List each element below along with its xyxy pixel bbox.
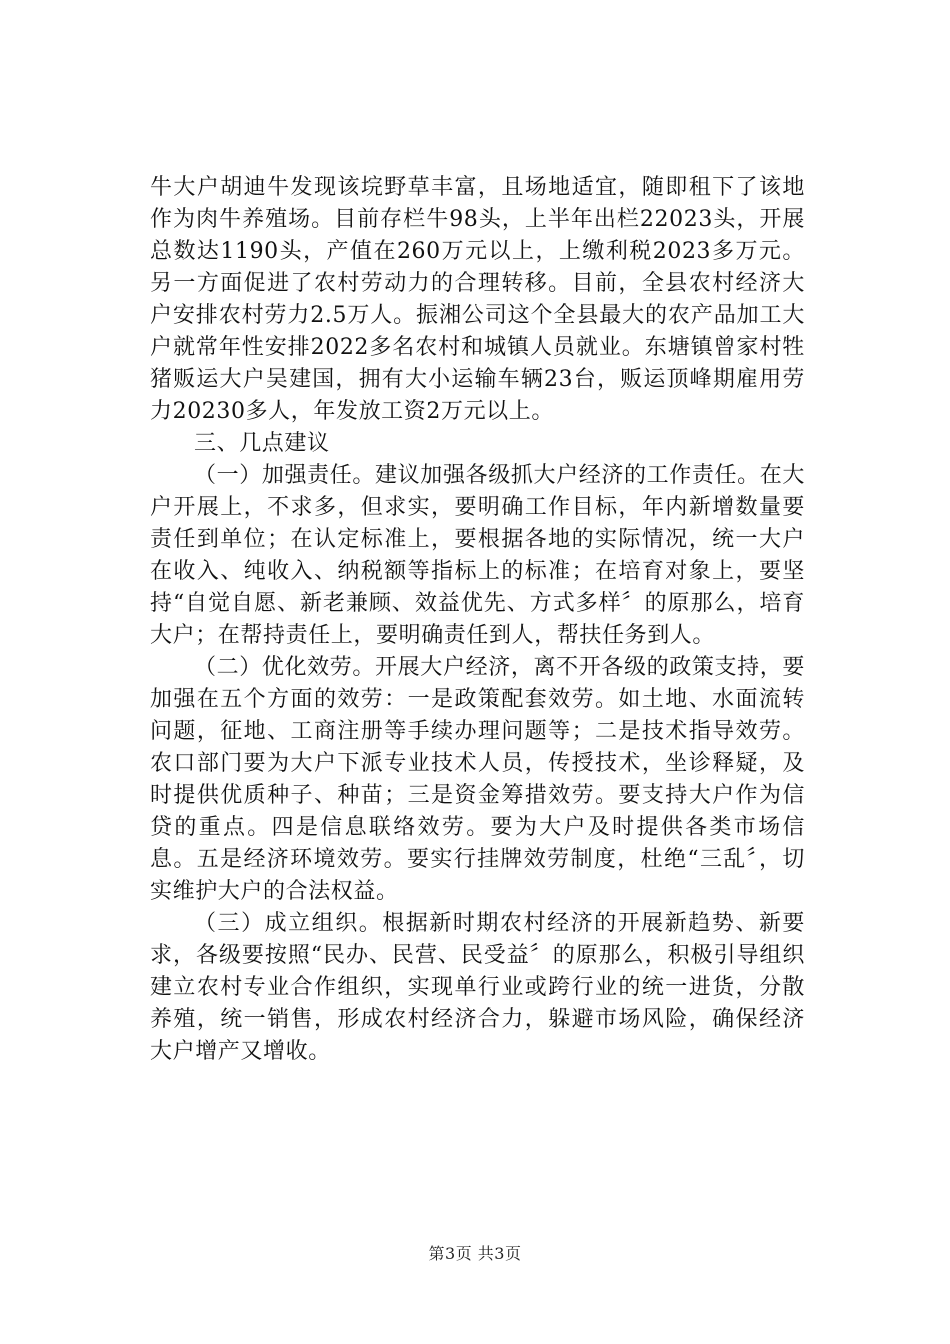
paragraph-optimize-service: （二）优化效劳。开展大户经济，离不开各级的政策支持，要加强在五个方面的效劳：一是政策配套效劳。如土地、水面流转问题，征地、工商注册等手续办理问题等；二是技术指导效劳。农口部门要为大户下派专业技术人员，传授技术，坐诊释疑，及时提供优质种子、种苗；三是资金筹措效劳。要支持大户作为信贷的重点。四是信息联络效劳。要为大户及时提供各类市场信息。五是经济环境效劳。要实行挂牌效劳制度，杜绝“三乱〞，切实维护大户的合法权益。 <box>150 655 805 904</box>
paragraph-strengthen-responsibility: （一）加强责任。建议加强各级抓大户经济的工作责任。在大户开展上，不求多，但求实，要明确工作目标，年内新增数量要责任到单位；在认定标准上，要根据各地的实际情况，统一大户在收入、纯收入、纳税额等指标上的标准；在培育对象上，要坚持“自觉自愿、新老兼顾、效益优先、方式多样〞的原那么，培育大户；在帮持责任上，要明确责任到人，帮扶任务到人。 <box>150 463 805 648</box>
page-number-footer: 第3页 共3页 <box>428 1244 522 1263</box>
document-body <box>150 172 805 1068</box>
paragraph-establish-organization: （三）成立组织。根据新时期农村经济的开展新趋势、新要求，各级要按照“民办、民营、民受益〞的原那么，积极引导组织建立农村专业合作组织，实现单行业或跨行业的统一进货，分散养殖，统一销售，形成农村经济合力，躲避市场风险，确保经济大户增产又增收。 <box>150 911 805 1064</box>
paragraph-continuation: 牛大户胡迪牛发现该垸野草丰富，且场地适宜，随即租下了该地作为肉牛养殖场。目前存栏牛98头，上半年出栏22023头，开展总数达1190头，产值在260万元以上，上缴利税2023多万元。另一方面促进了农村劳动力的合理转移。目前，全县农村经济大户安排农村劳力2.5万人。振湘公司这个全县最大的农产品加工大户就常年性安排2022多名农村和城镇人员就业。东塘镇曾家村牲猪贩运大户吴建国，拥有大小运输车辆23台，贩运顶峰期雇用劳力20230多人，年发放工资2万元以上。 <box>150 175 805 424</box>
section-heading: 三、几点建议 <box>194 431 330 456</box>
